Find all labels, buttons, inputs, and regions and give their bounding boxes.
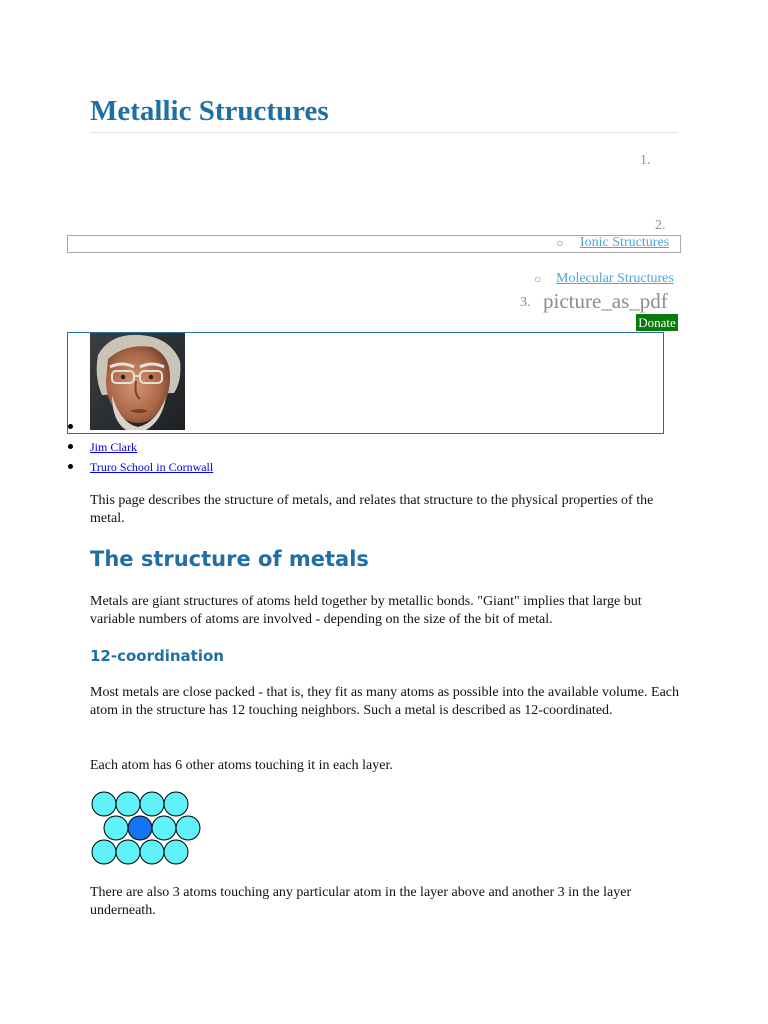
page-title: Metallic Structures (90, 95, 329, 127)
neighbor-atom (176, 816, 200, 840)
neighbor-atom (140, 792, 164, 816)
nav-list-number-2: 2. (655, 218, 666, 233)
circle-bullet: ○ (556, 236, 564, 250)
picture-as-pdf-icon[interactable]: picture_as_pdf (543, 289, 668, 313)
neighbor-atom (116, 792, 140, 816)
layer-paragraph: Each atom has 6 other atoms touching it in each layer. (90, 758, 393, 773)
author-photo (90, 333, 185, 430)
central-atom (128, 816, 152, 840)
molecular-structures-link[interactable]: Molecular Structures (556, 271, 674, 286)
list-bullet (68, 444, 73, 449)
neighbor-atom (92, 840, 116, 864)
neighbor-atom (92, 792, 116, 816)
close-packed-layer-diagram (90, 790, 202, 868)
close-packed-paragraph: Most metals are close packed - that is, they fit as many atoms as possible into the available volume. Each atom in the structure has 12 touching neighbors. Such a metal is described as 12-coordinated. (90, 685, 680, 718)
neighbor-atom (116, 840, 140, 864)
neighbor-atom (104, 816, 128, 840)
section-heading: The structure of metals (90, 547, 369, 571)
author-name-link[interactable]: Jim Clark (90, 440, 137, 454)
donate-button[interactable]: Donate (636, 314, 678, 332)
circle-bullet: ○ (534, 272, 542, 286)
neighbor-atom (164, 792, 188, 816)
list-bullet (68, 424, 73, 429)
author-affiliation-link[interactable]: Truro School in Cornwall (90, 460, 214, 474)
metals-paragraph: Metals are giant structures of atoms held together by metallic bonds. "Giant" implies that large but variable numbers of atoms are involved - depending on the size of the bit of metal. (90, 594, 642, 627)
ionic-structures-link[interactable]: Ionic Structures (580, 235, 670, 250)
list-bullet (68, 464, 73, 469)
intro-paragraph: This page describes the structure of metals, and relates that structure to the physical properties of the metal. (90, 493, 654, 526)
touching-atoms-paragraph: There are also 3 atoms touching any particular atom in the layer above and another 3 in the layer underneath. (90, 885, 632, 918)
neighbor-atom (152, 816, 176, 840)
title-divider (90, 132, 678, 133)
nav-list-number-3: 3. (520, 295, 531, 310)
neighbor-atom (164, 840, 188, 864)
neighbor-atom (140, 840, 164, 864)
subsection-heading: 12-coordination (90, 647, 224, 665)
nav-list-number-1: 1. (640, 153, 651, 168)
